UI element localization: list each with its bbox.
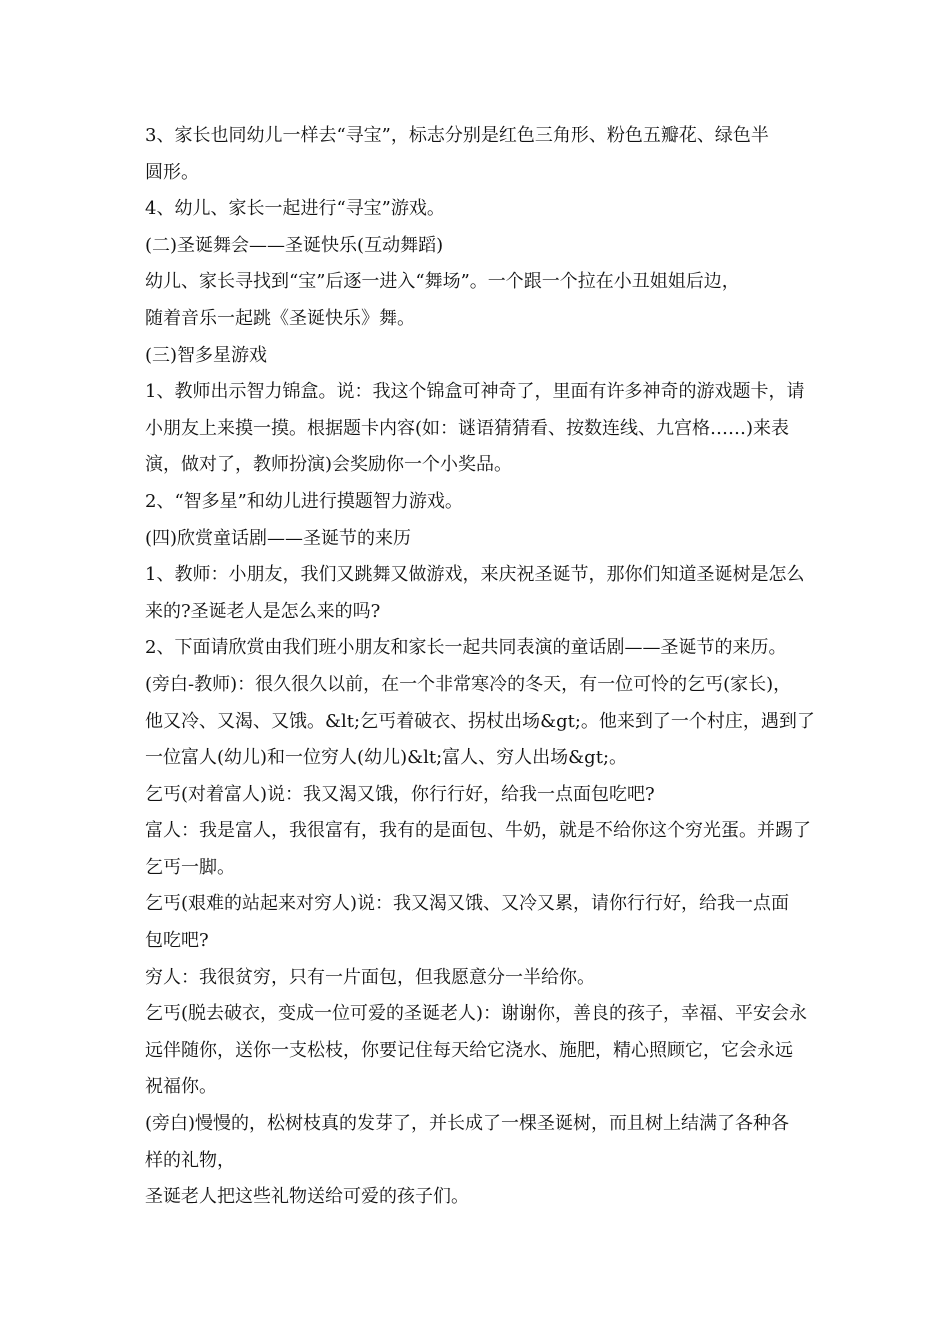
- text-line: 小朋友上来摸一摸。根据题卡内容(如：谜语猜猜看、按数连线、九宫格……)来表: [145, 417, 790, 439]
- text-line: (旁白)慢慢的，松树枝真的发芽了，并长成了一棵圣诞树，而且树上结满了各种各: [145, 1113, 790, 1135]
- document-body: [145, 118, 815, 1216]
- text-line: 来的?圣诞老人是怎么来的吗?: [145, 600, 381, 622]
- text-line: 3、家长也同幼儿一样去“寻宝”，标志分别是红色三角形、粉色五瓣花、绿色半: [145, 125, 769, 146]
- text-line: 富人：我是富人，我很富有，我有的是面包、牛奶，就是不给你这个穷光蛋。并踢了: [145, 820, 811, 842]
- text-line: 乞丐一脚。: [145, 856, 235, 878]
- text-line: 他又冷、又渴、又饿。&lt;乞丐着破衣、拐杖出场&gt;。他来到了一个村庄，遇到了: [145, 710, 815, 732]
- text-line: 穷人：我很贫穷，只有一片面包，但我愿意分一半给你。: [145, 966, 595, 988]
- text-line: 乞丐(艰难的站起来对穷人)说：我又渴又饿、又冷又累，请你行行好，给我一点面: [145, 893, 790, 915]
- text-line: 一位富人(幼儿)和一位穷人(幼儿)&lt;富人、穷人出场&gt;。: [145, 747, 628, 769]
- text-line: 圆形。: [145, 161, 199, 183]
- text-line: 幼儿、家长寻找到“宝”后逐一进入“舞场”。一个跟一个拉在小丑姐姐后边，: [145, 271, 740, 293]
- text-line: 随着音乐一起跳《圣诞快乐》舞。: [145, 307, 415, 329]
- text-line: 乞丐(脱去破衣，变成一位可爱的圣诞老人)：谢谢你，善良的孩子，幸福、平安会永: [145, 1003, 808, 1025]
- text-line: 远伴随你，送你一支松枝，你要记住每天给它浇水、施肥，精心照顾它，它会永远: [145, 1039, 793, 1061]
- text-line: 乞丐(对着富人)说：我又渴又饿，你行行好，给我一点面包吃吧?: [145, 783, 655, 805]
- text-line: 2、“智多星”和幼儿进行摸题智力游戏。: [145, 490, 463, 512]
- text-line: 1、教师出示智力锦盒。说：我这个锦盒可神奇了，里面有许多神奇的游戏题卡，请: [145, 381, 805, 403]
- text-line: 圣诞老人把这些礼物送给可爱的孩子们。: [145, 1186, 469, 1208]
- text-line: 演，做对了，教师扮演)会奖励你一个小奖品。: [145, 454, 513, 476]
- text-line: (旁白-教师)：很久很久以前，在一个非常寒冷的冬天，有一位可怜的乞丐(家长)，: [145, 673, 792, 695]
- text-line: 2、下面请欣赏由我们班小朋友和家长一起共同表演的童话剧——圣诞节的来历。: [145, 637, 787, 659]
- text-line: 包吃吧?: [145, 930, 209, 952]
- text-line: 4、幼儿、家长一起进行“寻宝”游戏。: [145, 198, 445, 220]
- text-line: 祝福你。: [145, 1076, 217, 1098]
- section-heading: (四)欣赏童话剧——圣诞节的来历: [145, 527, 412, 549]
- text-line: 1、教师：小朋友，我们又跳舞又做游戏，来庆祝圣诞节，那你们知道圣诞树是怎么: [145, 564, 805, 586]
- section-heading: (二)圣诞舞会——圣诞快乐(互动舞蹈): [145, 234, 444, 256]
- section-heading: (三)智多星游戏: [145, 344, 268, 366]
- text-line: 样的礼物，: [145, 1149, 235, 1171]
